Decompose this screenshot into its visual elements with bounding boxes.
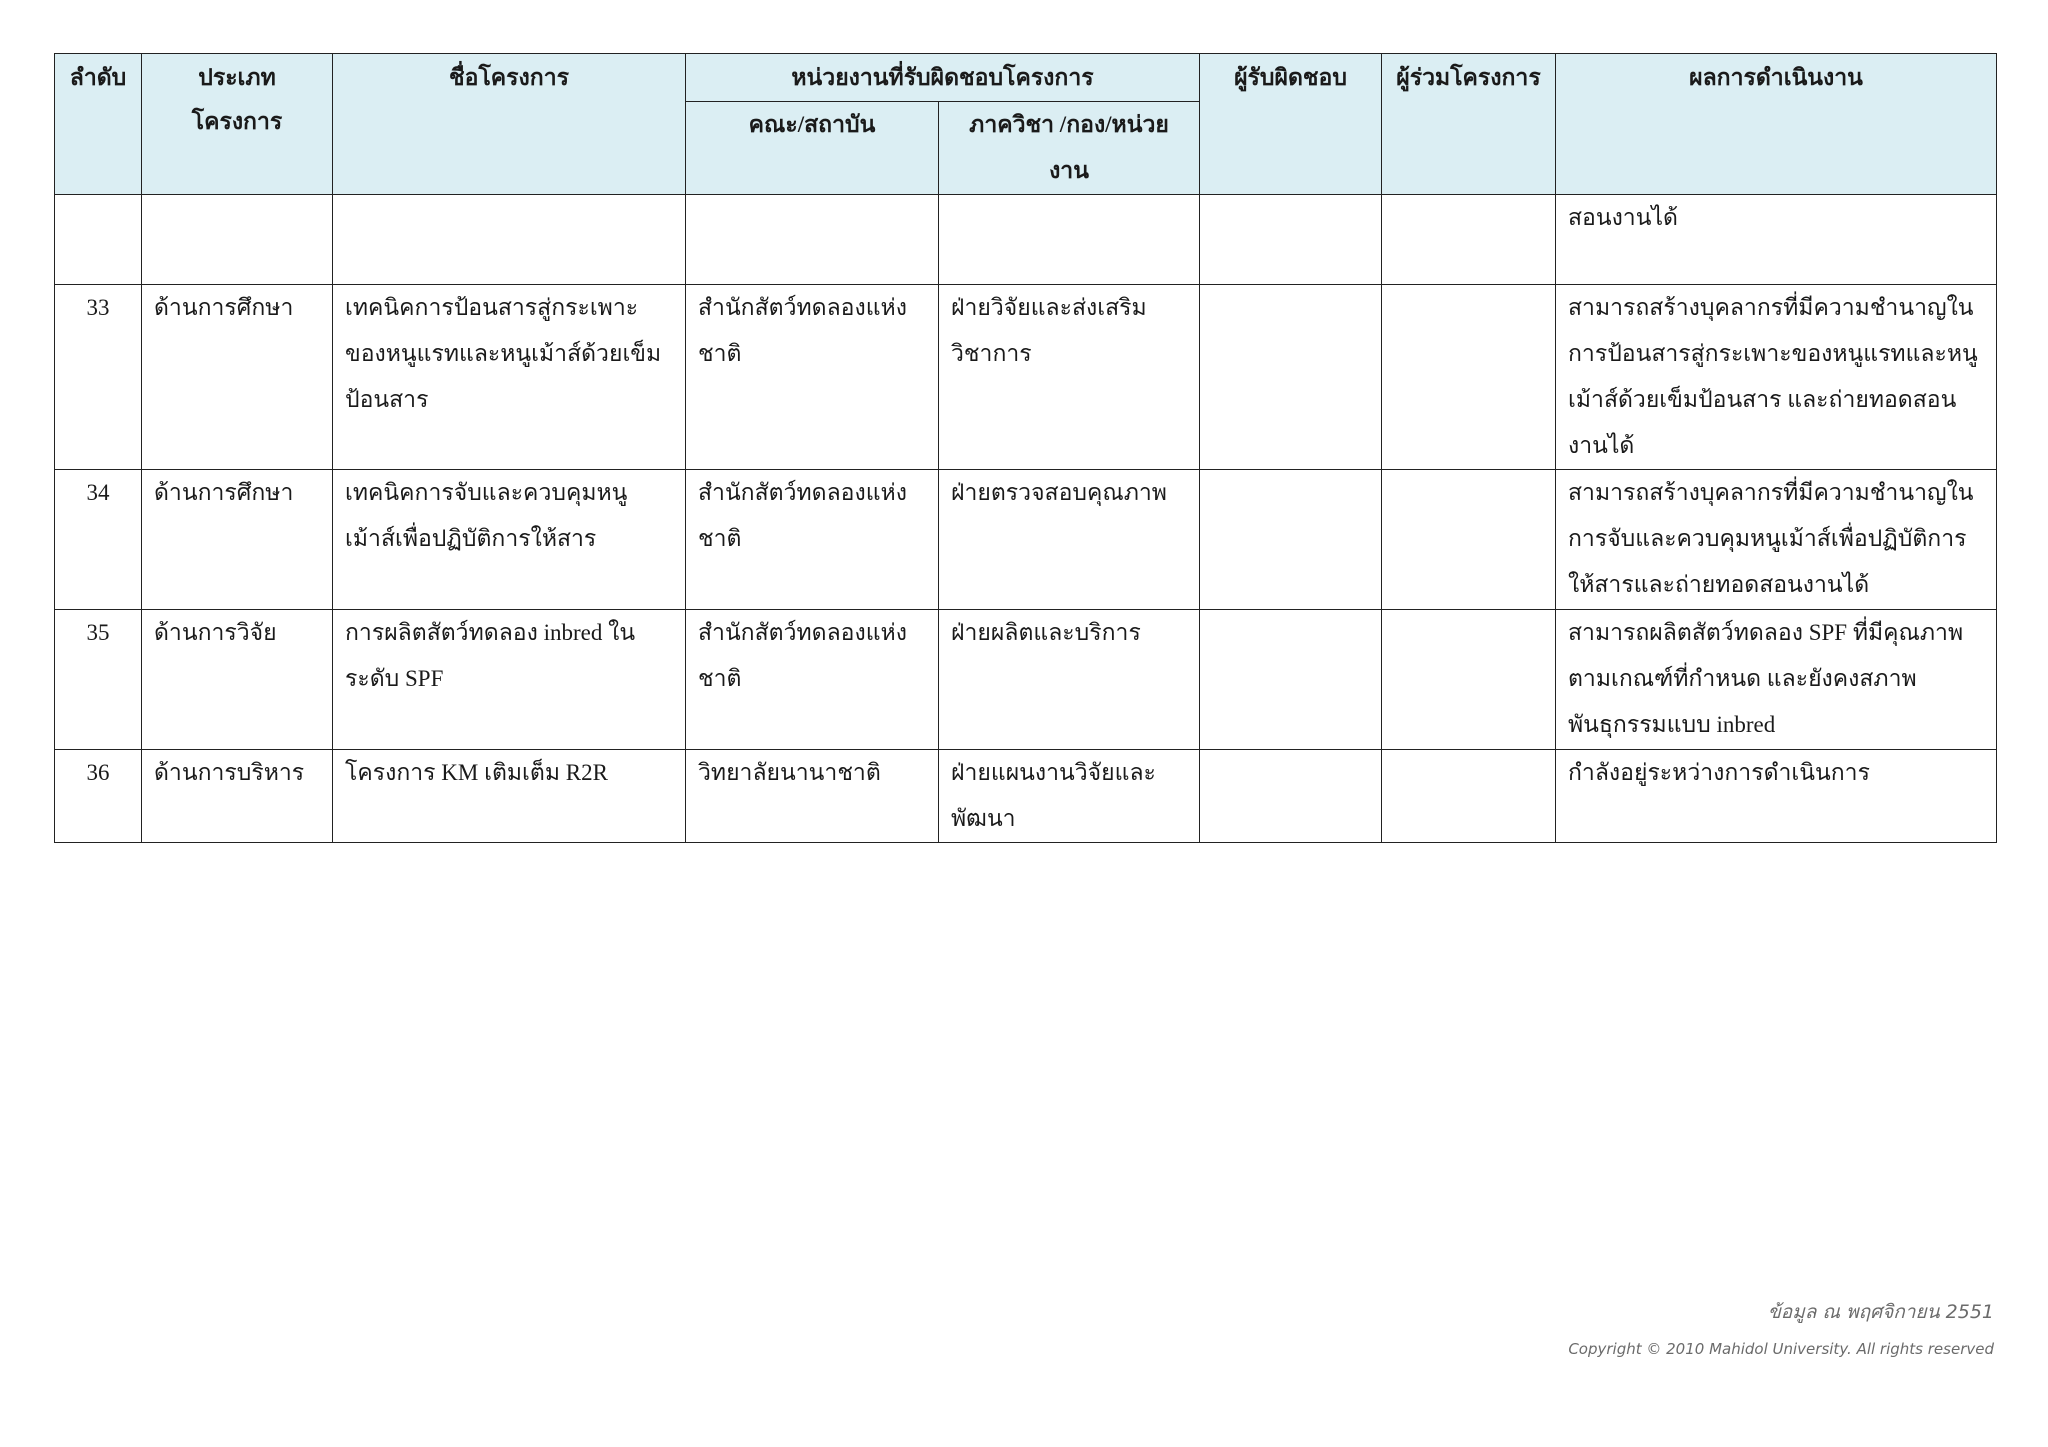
cell-faculty: สำนักสัตว์ทดลองแห่งชาติ	[686, 470, 939, 610]
cell-project-name: เทคนิคการจับและควบคุมหนูเม้าส์เพื่อปฏิบัติการให้สาร	[333, 470, 686, 610]
header-result: ผลการดำเนินงาน	[1556, 54, 1997, 195]
cell-faculty	[686, 195, 939, 285]
header-faculty: คณะ/สถาบัน	[686, 102, 939, 195]
cell-department: ฝ่ายตรวจสอบคุณภาพ	[939, 470, 1200, 610]
cell-department: ฝ่ายวิจัยและส่งเสริมวิชาการ	[939, 285, 1200, 470]
table-row	[55, 285, 1997, 470]
header-project-type: ประเภทโครงการ	[142, 54, 333, 195]
header-responsible-unit: หน่วยงานที่รับผิดชอบโครงการ	[686, 54, 1200, 102]
cell-responsible-person	[1200, 470, 1382, 610]
cell-project-name	[333, 195, 686, 285]
cell-order: 33	[55, 285, 142, 470]
cell-faculty: วิทยาลัยนานาชาติ	[686, 750, 939, 843]
cell-faculty: สำนักสัตว์ทดลองแห่งชาติ	[686, 285, 939, 470]
cell-responsible-person	[1200, 750, 1382, 843]
cell-participants	[1382, 195, 1556, 285]
cell-project-name: การผลิตสัตว์ทดลอง inbred ในระดับ SPF	[333, 610, 686, 750]
header-row-1	[55, 54, 1997, 102]
header-responsible-person: ผู้รับผิดชอบ	[1200, 54, 1382, 195]
data-as-of-note: ข้อมูล ณ พฤศจิกายน 2551	[1767, 1301, 1994, 1323]
cell-result: สามารถผลิตสัตว์ทดลอง SPF ที่มีคุณภาพตามเกณฑ์ที่กำหนด และยังคงสภาพพันธุกรรมแบบ inbred	[1556, 610, 1997, 750]
table-row	[55, 470, 1997, 610]
cell-participants	[1382, 750, 1556, 843]
cell-participants	[1382, 470, 1556, 610]
table-row	[55, 750, 1997, 843]
cell-project-type: ด้านการบริหาร	[142, 750, 333, 843]
cell-department	[939, 195, 1200, 285]
cell-project-type: ด้านการวิจัย	[142, 610, 333, 750]
cell-order: 34	[55, 470, 142, 610]
cell-responsible-person	[1200, 610, 1382, 750]
cell-result: สามารถสร้างบุคลากรที่มีความชำนาญในการป้อนสารสู่กระเพาะของหนูแรทและหนูเม้าส์ด้วยเข็มป้อนสาร และถ่ายทอดสอนงานได้	[1556, 285, 1997, 470]
cell-project-type: ด้านการศึกษา	[142, 285, 333, 470]
cell-department: ฝ่ายผลิตและบริการ	[939, 610, 1200, 750]
table-row	[55, 610, 1997, 750]
cell-order	[55, 195, 142, 285]
cell-result: กำลังอยู่ระหว่างการดำเนินการ	[1556, 750, 1997, 843]
cell-result: สามารถสร้างบุคลากรที่มีความชำนาญในการจับและควบคุมหนูเม้าส์เพื่อปฏิบัติการให้สารและถ่ายทอดสอนงานได้	[1556, 470, 1997, 610]
cell-department: ฝ่ายแผนงานวิจัยและพัฒนา	[939, 750, 1200, 843]
cell-project-type	[142, 195, 333, 285]
cell-project-name: เทคนิคการป้อนสารสู่กระเพาะของหนูแรทและหนูเม้าส์ด้วยเข็มป้อนสาร	[333, 285, 686, 470]
report-sheet	[54, 53, 1996, 843]
cell-project-type: ด้านการศึกษา	[142, 470, 333, 610]
table-row	[55, 195, 1997, 285]
cell-order: 35	[55, 610, 142, 750]
cell-result: สอนงานได้	[1556, 195, 1997, 285]
cell-participants	[1382, 285, 1556, 470]
cell-responsible-person	[1200, 285, 1382, 470]
project-table	[54, 53, 1997, 843]
header-department: ภาควิชา /กอง/หน่วยงาน	[939, 102, 1200, 195]
cell-participants	[1382, 610, 1556, 750]
header-participants: ผู้ร่วมโครงการ	[1382, 54, 1556, 195]
cell-project-name: โครงการ KM เติมเต็ม R2R	[333, 750, 686, 843]
copyright-notice: Copyright © 2010 Mahidol University. All rights reserved	[1568, 1340, 1994, 1358]
header-project-name: ชื่อโครงการ	[333, 54, 686, 195]
cell-responsible-person	[1200, 195, 1382, 285]
header-order: ลำดับ	[55, 54, 142, 195]
cell-order: 36	[55, 750, 142, 843]
cell-faculty: สำนักสัตว์ทดลองแห่งชาติ	[686, 610, 939, 750]
